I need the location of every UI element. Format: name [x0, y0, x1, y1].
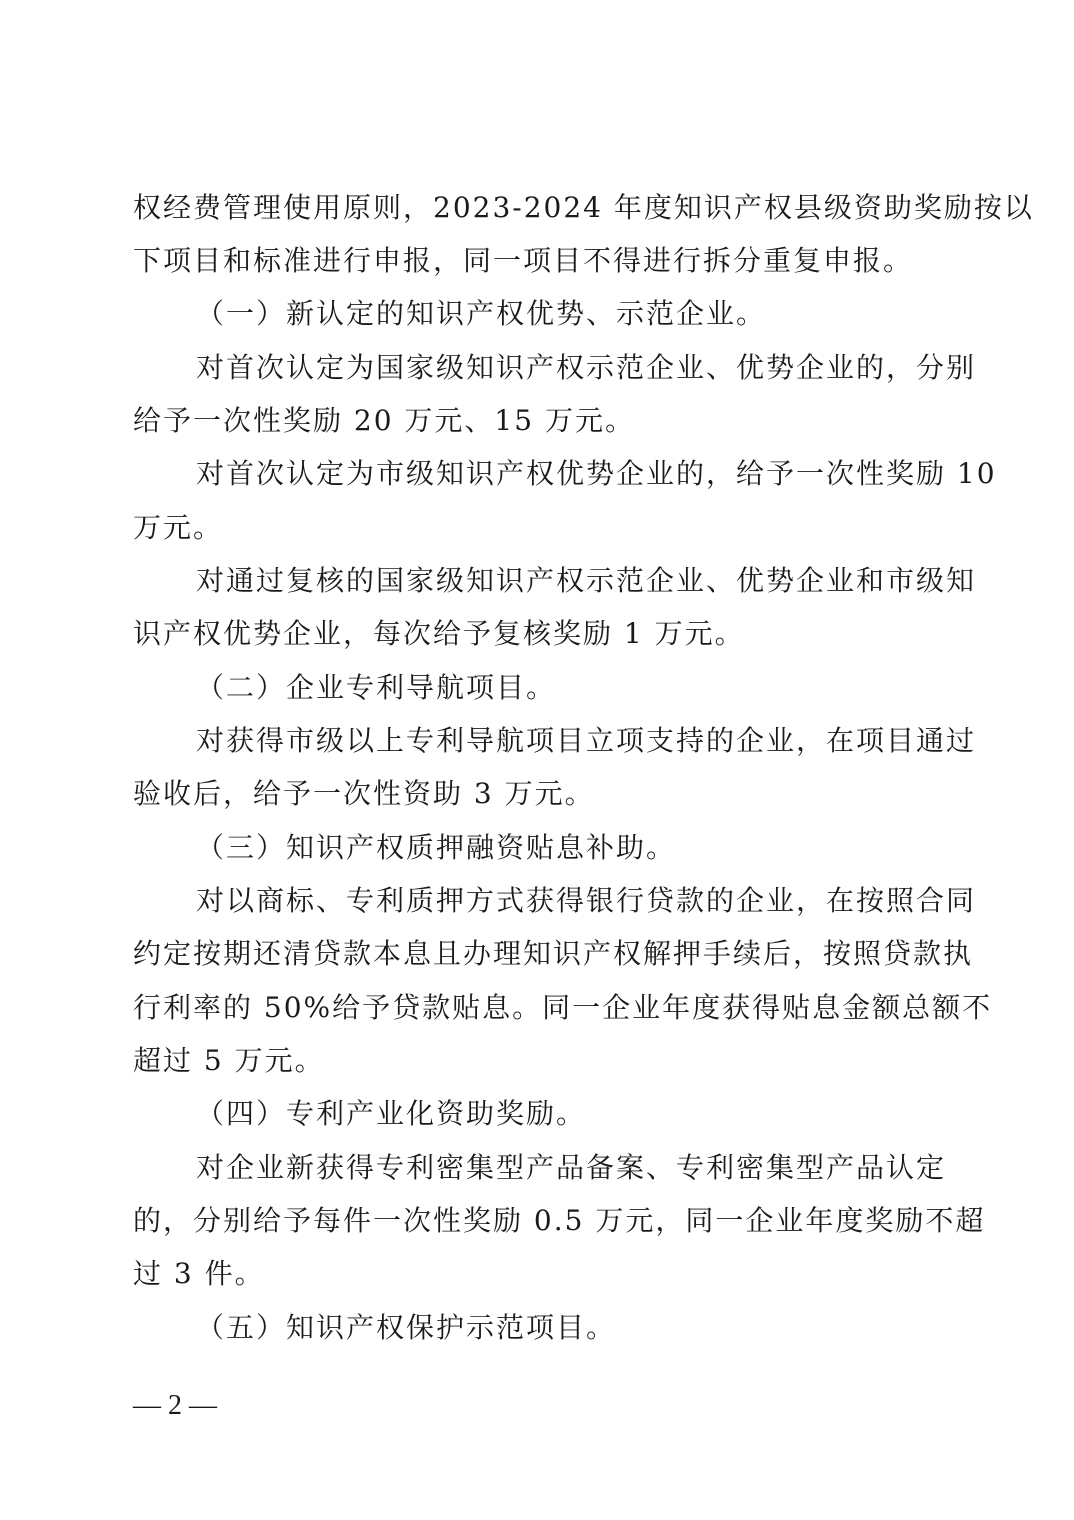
paragraph-line: 万元。 — [133, 511, 224, 544]
paragraph-line: 验收后，给予一次性资助 3 万元。 — [133, 777, 595, 810]
paragraph-line: 过 3 件。 — [133, 1257, 265, 1290]
paragraph-line: 超过 5 万元。 — [133, 1044, 325, 1077]
paragraph-line: 对首次认定为国家级知识产权示范企业、优势企业的，分别 — [196, 351, 977, 384]
page-number: — 2 — — [133, 1390, 217, 1421]
paragraph-line: 对以商标、专利质押方式获得银行贷款的企业，在按照合同 — [196, 884, 977, 917]
paragraph-line: 对获得市级以上专利导航项目立项支持的企业，在项目通过 — [196, 724, 977, 757]
paragraph-line: 识产权优势企业，每次给予复核奖励 1 万元。 — [133, 617, 745, 650]
section-heading: （二）企业专利导航项目。 — [196, 671, 557, 704]
section-heading: （三）知识产权质押融资贴息补助。 — [196, 831, 677, 864]
paragraph-line: 对通过复核的国家级知识产权示范企业、优势企业和市级知 — [196, 564, 977, 597]
paragraph-line: 对首次认定为市级知识产权优势企业的，给予一次性奖励 10 — [196, 457, 997, 490]
section-heading: （五）知识产权保护示范项目。 — [196, 1311, 617, 1344]
paragraph-line: 下项目和标准进行申报，同一项目不得进行拆分重复申报。 — [133, 244, 914, 277]
paragraph-line: 约定按期还清贷款本息且办理知识产权解押手续后，按照贷款执 — [133, 937, 974, 970]
paragraph-line: 的，分别给予每件一次性奖励 0.5 万元，同一企业年度奖励不超 — [133, 1204, 986, 1237]
paragraph-line: 对企业新获得专利密集型产品备案、专利密集型产品认定 — [196, 1151, 947, 1184]
paragraph-line: 行利率的 50%给予贷款贴息。同一企业年度获得贴息金额总额不 — [133, 991, 993, 1024]
section-heading: （四）专利产业化资助奖励。 — [196, 1097, 587, 1130]
section-heading: （一）新认定的知识产权优势、示范企业。 — [196, 297, 767, 330]
paragraph-line: 给予一次性奖励 20 万元、15 万元。 — [133, 404, 635, 437]
paragraph-line: 权经费管理使用原则，2023-2024 年度知识产权县级资助奖励按以 — [133, 191, 1034, 224]
